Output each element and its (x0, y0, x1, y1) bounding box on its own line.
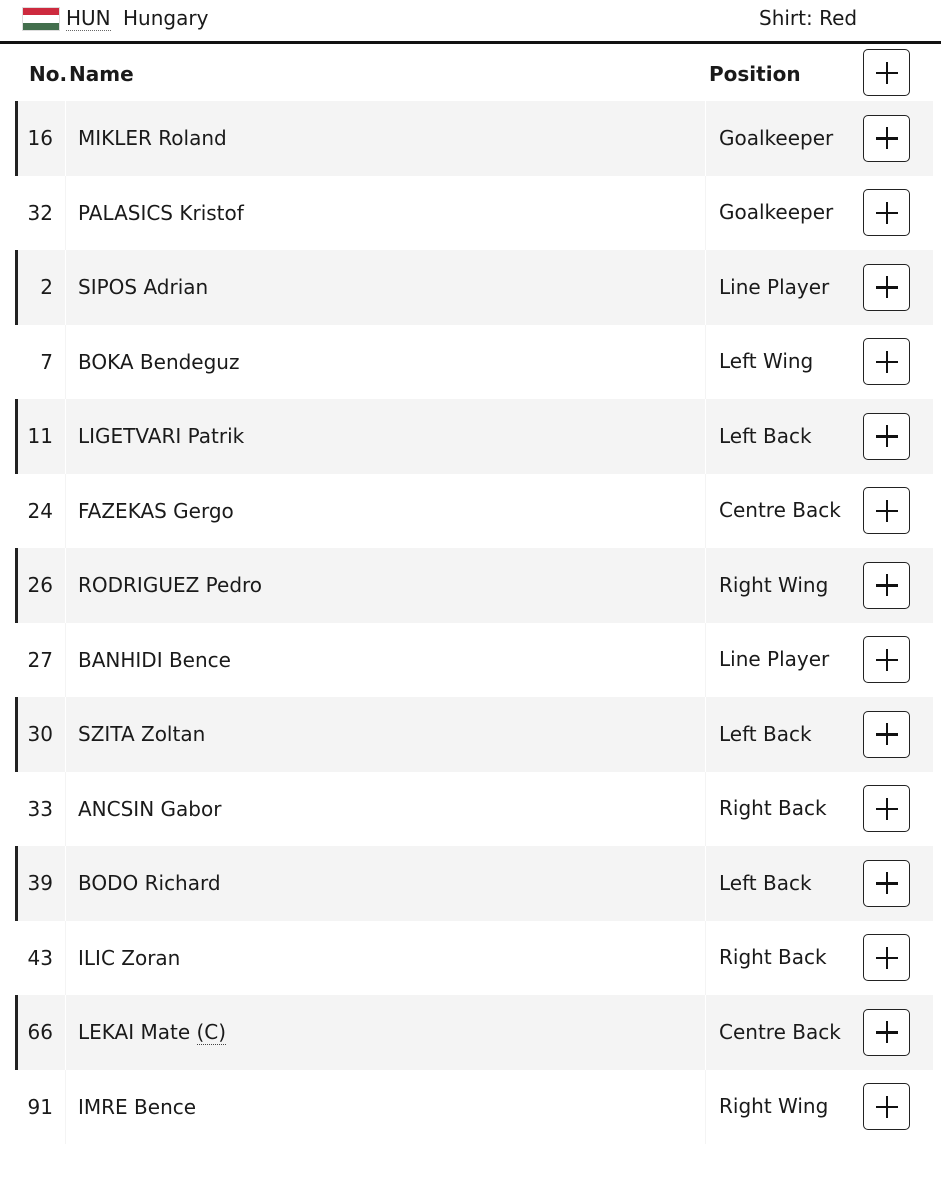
column-divider (705, 176, 706, 251)
expand-player-button[interactable] (863, 264, 910, 311)
player-number: 39 (27, 871, 53, 896)
column-divider (705, 548, 706, 623)
column-divider (65, 250, 66, 325)
plus-icon (876, 127, 898, 149)
player-name-text: BANHIDI Bence (78, 647, 231, 672)
plus-icon (876, 798, 898, 820)
table-row (15, 1070, 933, 1145)
player-name-text: FAZEKAS Gergo (78, 498, 234, 523)
column-divider (65, 995, 66, 1070)
player-position: Goalkeeper (719, 125, 834, 150)
column-divider (65, 697, 66, 772)
column-divider (65, 921, 66, 996)
column-divider (65, 399, 66, 474)
player-name-text: LIGETVARI Patrik (78, 424, 245, 449)
player-position: Left Back (719, 423, 812, 448)
player-position: Left Back (719, 870, 812, 895)
plus-icon (876, 62, 898, 84)
expand-player-button[interactable] (863, 711, 910, 758)
table-row (15, 399, 933, 474)
player-name-text: PALASICS Kristof (78, 200, 244, 225)
player-name (78, 125, 227, 151)
column-divider (65, 772, 66, 847)
player-number: 2 (40, 275, 53, 300)
player-name (78, 945, 180, 971)
table-row (15, 325, 933, 400)
expand-player-button[interactable] (863, 487, 910, 534)
player-name-text: IMRE Bence (78, 1094, 197, 1119)
player-name (78, 1019, 226, 1045)
hungary-flag-icon (22, 7, 60, 31)
expand-player-button[interactable] (863, 636, 910, 683)
plus-icon (876, 574, 898, 596)
player-name (78, 200, 244, 226)
player-number: 43 (27, 945, 53, 970)
table-row (15, 176, 933, 251)
plus-icon (876, 500, 898, 522)
plus-icon (876, 1021, 898, 1043)
player-name (78, 721, 205, 747)
roster-table (15, 47, 933, 1144)
player-number: 66 (27, 1020, 53, 1045)
expand-all-button[interactable] (863, 49, 910, 96)
expand-player-button[interactable] (863, 413, 910, 460)
player-number: 30 (27, 722, 53, 747)
shirt-color: Shirt: Red (759, 6, 858, 30)
column-divider (65, 325, 66, 400)
expand-player-button[interactable] (863, 1083, 910, 1130)
table-row (15, 474, 933, 549)
column-divider (705, 1070, 706, 1145)
player-name-text: SIPOS Adrian (78, 275, 209, 300)
expand-player-button[interactable] (863, 860, 910, 907)
column-divider (705, 697, 706, 772)
table-row (15, 995, 933, 1070)
player-name-text: LEKAI Mate (78, 1020, 191, 1045)
expand-player-button[interactable] (863, 189, 910, 236)
column-divider (705, 921, 706, 996)
column-header-no: No. (29, 62, 68, 86)
player-position: Left Back (719, 721, 812, 746)
player-name (78, 423, 244, 449)
column-divider (65, 623, 66, 698)
column-divider (705, 474, 706, 549)
captain-badge[interactable]: (C) (196, 1020, 227, 1045)
player-name-text: RODRIGUEZ Pedro (78, 573, 263, 598)
column-divider (705, 101, 706, 176)
player-position: Line Player (719, 274, 830, 299)
player-name (78, 572, 262, 598)
column-divider (65, 176, 66, 251)
plus-icon (876, 649, 898, 671)
player-number: 11 (27, 424, 53, 449)
expand-player-button[interactable] (863, 785, 910, 832)
expand-player-button[interactable] (863, 562, 910, 609)
column-header-name: Name (69, 62, 134, 86)
table-row (15, 772, 933, 847)
player-name-text: BODO Richard (78, 871, 221, 896)
player-name-text: BOKA Bendeguz (78, 349, 240, 374)
player-number: 26 (27, 573, 53, 598)
player-name (78, 1094, 196, 1120)
plus-icon (876, 351, 898, 373)
player-position: Goalkeeper (719, 200, 834, 225)
flag-stripe-green (23, 23, 59, 30)
player-position: Left Wing (719, 349, 814, 374)
player-name-text: ANCSIN Gabor (78, 796, 222, 821)
player-position: Line Player (719, 647, 830, 672)
column-divider (705, 995, 706, 1070)
column-header-position: Position (709, 62, 801, 86)
column-divider (705, 623, 706, 698)
player-number: 33 (27, 796, 53, 821)
player-position: Centre Back (719, 498, 841, 523)
table-row (15, 921, 933, 996)
flag-stripe-white (23, 15, 59, 22)
column-divider (705, 250, 706, 325)
player-name (78, 870, 221, 896)
plus-icon (876, 872, 898, 894)
table-row (15, 697, 933, 772)
player-name (78, 274, 208, 300)
team-header (0, 0, 941, 44)
plus-icon (876, 276, 898, 298)
plus-icon (876, 947, 898, 969)
player-number: 7 (40, 349, 53, 374)
player-name-text: MIKLER Roland (78, 126, 227, 151)
table-body (15, 101, 933, 1144)
plus-icon (876, 1096, 898, 1118)
table-row (15, 548, 933, 623)
table-row (15, 250, 933, 325)
player-number: 27 (27, 647, 53, 672)
player-name (78, 498, 234, 524)
player-name (78, 647, 231, 673)
player-position: Centre Back (719, 1019, 841, 1044)
column-divider (705, 772, 706, 847)
plus-icon (876, 723, 898, 745)
player-number: 32 (27, 200, 53, 225)
team-code[interactable]: HUN (66, 6, 111, 30)
table-row (15, 623, 933, 698)
table-row (15, 101, 933, 176)
column-divider (705, 399, 706, 474)
player-name (78, 349, 239, 375)
column-divider (65, 548, 66, 623)
column-divider (705, 325, 706, 400)
plus-icon (876, 202, 898, 224)
column-divider (65, 1070, 66, 1145)
player-number: 91 (27, 1094, 53, 1119)
expand-player-button[interactable] (863, 338, 910, 385)
player-position: Right Wing (719, 1094, 829, 1119)
expand-player-button[interactable] (863, 934, 910, 981)
plus-icon (876, 425, 898, 447)
player-position: Right Back (719, 945, 827, 970)
player-number: 24 (27, 498, 53, 523)
player-name-text: ILIC Zoran (78, 945, 181, 970)
table-header (15, 47, 933, 101)
column-divider (65, 846, 66, 921)
column-divider (65, 101, 66, 176)
expand-player-button[interactable] (863, 1009, 910, 1056)
player-name (78, 796, 221, 822)
player-number: 16 (27, 126, 53, 151)
flag-stripe-red (23, 8, 59, 15)
player-position: Right Back (719, 796, 827, 821)
expand-player-button[interactable] (863, 115, 910, 162)
player-position: Right Wing (719, 572, 829, 597)
column-divider (705, 846, 706, 921)
table-row (15, 846, 933, 921)
column-divider (65, 474, 66, 549)
team-name: Hungary (123, 6, 209, 30)
player-name-text: SZITA Zoltan (78, 722, 206, 747)
